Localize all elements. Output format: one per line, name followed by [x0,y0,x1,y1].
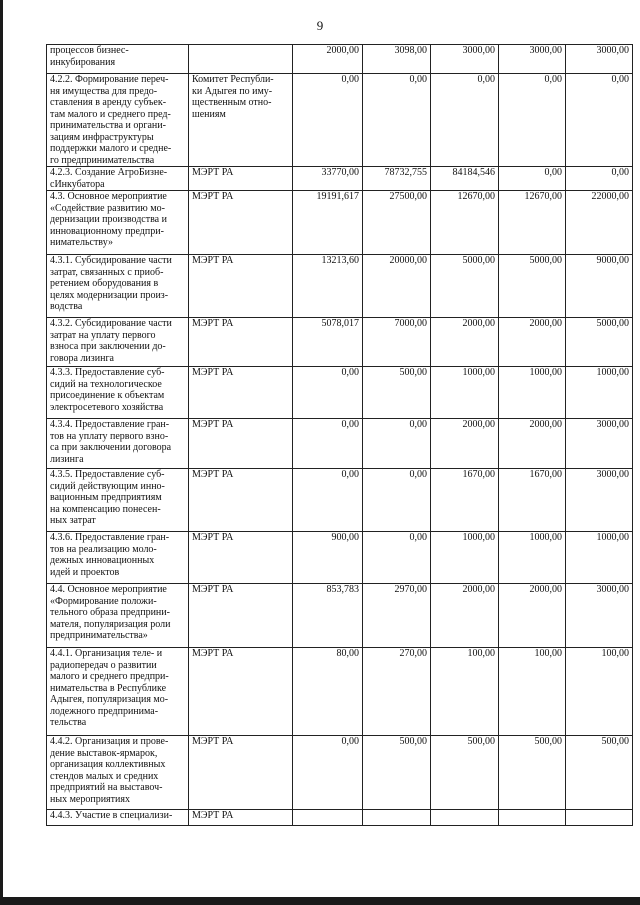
funding-value-cell: 0,00 [363,74,431,167]
funding-value-cell: 0,00 [363,419,431,469]
executor-cell: МЭРТ РА [189,469,293,532]
funding-value-cell: 2000,00 [499,584,566,648]
table-row [47,255,633,318]
executor-cell: МЭРТ РА [189,167,293,191]
executor-cell: Комитет Республи- ки Адыгея по иму- щественным отно- шениям [189,74,293,167]
executor-cell [189,45,293,74]
funding-value-cell: 19191,617 [293,191,363,255]
table-row [47,367,633,419]
funding-value-cell: 1670,00 [431,469,499,532]
funding-value-cell: 0,00 [499,167,566,191]
activity-name-cell: 4.2.3. Создание АгроБизне- сИнкубатора [47,167,189,191]
funding-value-cell: 1000,00 [431,532,499,584]
funding-value-cell [431,810,499,826]
funding-value-cell: 7000,00 [363,318,431,367]
funding-value-cell: 0,00 [363,532,431,584]
executor-cell: МЭРТ РА [189,584,293,648]
funding-value-cell: 78732,755 [363,167,431,191]
funding-value-cell: 270,00 [363,648,431,736]
executor-cell: МЭРТ РА [189,648,293,736]
funding-value-cell: 2000,00 [499,318,566,367]
funding-value-cell: 5000,00 [566,318,633,367]
funding-value-cell [499,810,566,826]
funding-value-cell: 9000,00 [566,255,633,318]
funding-value-cell: 27500,00 [363,191,431,255]
funding-value-cell: 1670,00 [499,469,566,532]
funding-value-cell [293,810,363,826]
funding-value-cell: 84184,546 [431,167,499,191]
scan-edge-left [0,0,3,905]
funding-value-cell: 1000,00 [566,532,633,584]
funding-value-cell: 3000,00 [499,45,566,74]
funding-value-cell: 22000,00 [566,191,633,255]
funding-value-cell: 2000,00 [431,584,499,648]
funding-value-cell: 3000,00 [566,419,633,469]
funding-value-cell: 500,00 [431,736,499,810]
funding-value-cell: 0,00 [293,419,363,469]
funding-value-cell: 100,00 [499,648,566,736]
executor-cell: МЭРТ РА [189,736,293,810]
table-row [47,167,633,191]
funding-value-cell: 0,00 [431,74,499,167]
program-activities-table [46,44,633,826]
funding-value-cell: 1000,00 [566,367,633,419]
funding-value-cell [566,810,633,826]
activity-name-cell: 4.4.1. Организация теле- и радиопередач о развитии малого и среднего предпри- нимательства в Республике Адыгея, популяризация мо- лодежного предпринима- тельства [47,648,189,736]
funding-value-cell: 2000,00 [499,419,566,469]
activity-name-cell: 4.2.2. Формирование переч- ня имущества для предо- ставления в аренду субъек- там малого и среднего пред- принимательства и органи- зациям инфраструктуры поддержки малого и средне- го предпринимательства [47,74,189,167]
table-row [47,810,633,826]
activity-name-cell: 4.3.5. Предоставление суб- сидий действующим инно- вационным предприятиям на компенсацию понесен- ных затрат [47,469,189,532]
funding-value-cell: 80,00 [293,648,363,736]
funding-value-cell: 12670,00 [499,191,566,255]
funding-value-cell: 2000,00 [431,419,499,469]
funding-value-cell: 1000,00 [499,532,566,584]
activity-name-cell: 4.3.1. Субсидирование части затрат, связанных с приоб- ретением оборудования в целях модернизации произ- водства [47,255,189,318]
funding-value-cell: 3098,00 [363,45,431,74]
funding-value-cell: 5078,017 [293,318,363,367]
activity-name-cell: 4.4.2. Организация и прове- дение выставок-ярмарок, организация коллективных стендов малых и средних предприятий на выставоч- ных мероприятиях [47,736,189,810]
executor-cell: МЭРТ РА [189,255,293,318]
funding-value-cell: 20000,00 [363,255,431,318]
funding-value-cell: 3000,00 [431,45,499,74]
funding-value-cell: 0,00 [363,469,431,532]
activity-name-cell: 4.3.4. Предоставление гран- тов на уплату первого взно- са при заключении договора лизинга [47,419,189,469]
funding-value-cell: 12670,00 [431,191,499,255]
funding-value-cell: 3000,00 [566,469,633,532]
scan-edge-bottom [0,897,640,905]
funding-value-cell: 853,783 [293,584,363,648]
funding-value-cell: 2000,00 [431,318,499,367]
funding-value-cell: 500,00 [566,736,633,810]
funding-value-cell: 5000,00 [431,255,499,318]
funding-value-cell: 100,00 [566,648,633,736]
executor-cell: МЭРТ РА [189,318,293,367]
funding-value-cell: 13213,60 [293,255,363,318]
executor-cell: МЭРТ РА [189,810,293,826]
table-row [47,74,633,167]
table-row [47,318,633,367]
funding-value-cell: 500,00 [363,367,431,419]
activity-name-cell: 4.3.6. Предоставление гран- тов на реализацию моло- дежных инновационных идей и проектов [47,532,189,584]
funding-value-cell: 0,00 [293,736,363,810]
table-row [47,648,633,736]
activity-name-cell: 4.3.3. Предоставление суб- сидий на технологическое присоединение к объектам электросетевого хозяйства [47,367,189,419]
funding-value-cell: 3000,00 [566,584,633,648]
funding-value-cell: 0,00 [293,367,363,419]
activity-name-cell: 4.3.2. Субсидирование части затрат на уплату первого взноса при заключении до- говора лизинга [47,318,189,367]
executor-cell: МЭРТ РА [189,532,293,584]
activity-name-cell: 4.4.3. Участие в специализи- [47,810,189,826]
table-row [47,191,633,255]
funding-value-cell: 500,00 [499,736,566,810]
funding-value-cell: 1000,00 [431,367,499,419]
funding-value-cell: 0,00 [499,74,566,167]
funding-value-cell: 100,00 [431,648,499,736]
activity-name-cell: 4.3. Основное мероприятие «Содействие развитию мо- дернизации производства и инновационному предпри- нимательству» [47,191,189,255]
executor-cell: МЭРТ РА [189,191,293,255]
funding-value-cell: 0,00 [566,74,633,167]
funding-value-cell: 2970,00 [363,584,431,648]
table-row [47,584,633,648]
table-row [47,532,633,584]
funding-value-cell: 3000,00 [566,45,633,74]
funding-value-cell: 33770,00 [293,167,363,191]
activity-name-cell: процессов бизнес- инкубирования [47,45,189,74]
funding-value-cell: 5000,00 [499,255,566,318]
funding-value-cell: 2000,00 [293,45,363,74]
funding-value-cell: 1000,00 [499,367,566,419]
funding-value-cell: 0,00 [293,469,363,532]
page-number: 9 [316,18,324,33]
funding-value-cell: 500,00 [363,736,431,810]
funding-value-cell [363,810,431,826]
funding-value-cell: 900,00 [293,532,363,584]
executor-cell: МЭРТ РА [189,419,293,469]
table-row [47,736,633,810]
funding-value-cell: 0,00 [566,167,633,191]
table-row [47,45,633,74]
table-row [47,419,633,469]
funding-value-cell: 0,00 [293,74,363,167]
executor-cell: МЭРТ РА [189,367,293,419]
table-row [47,469,633,532]
activity-name-cell: 4.4. Основное мероприятие «Формирование положи- тельного образа предприни- мателя, популяризация роли предпринимательства» [47,584,189,648]
